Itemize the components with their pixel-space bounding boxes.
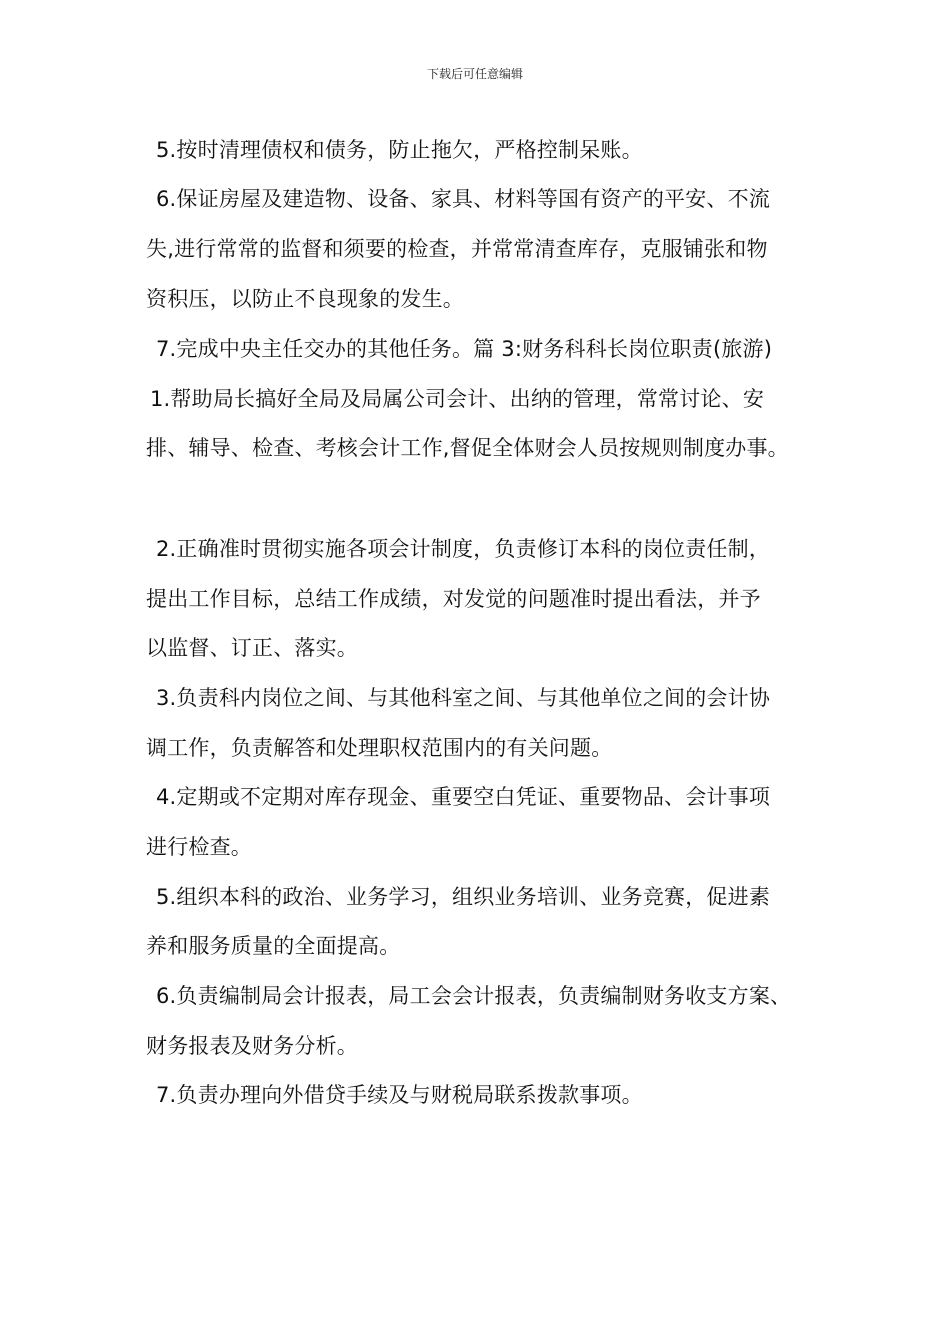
paragraph-line: 2.正确准时贯彻实施各项会计制度，负责修订本科的岗位责任制， — [156, 537, 771, 561]
paragraph-line: 4.定期或不定期对库存现金、重要空白凭证、重要物品、会计事项 — [156, 785, 771, 809]
paragraph-line: 1.帮助局长搞好全局及局属公司会计、出纳的管理，常常讨论、安 — [150, 387, 765, 411]
paragraph-line: 5.组织本科的政治、业务学习，组织业务培训、业务竞赛，促进素 — [156, 885, 771, 909]
paragraph-line: 以监督、订正、落实。 — [146, 636, 358, 660]
paragraph-line: 养和服务质量的全面提高。 — [146, 934, 401, 958]
paragraph-line: 3.负责科内岗位之间、与其他科室之间、与其他单位之间的会计协 — [156, 686, 771, 710]
paragraph-line: 7.完成中央主任交办的其他任务。篇 3:财务科科长岗位职责(旅游) — [156, 337, 773, 361]
paragraph-line: 6.负责编制局会计报表，局工会会计报表，负责编制财务收支方案、 — [156, 984, 792, 1008]
paragraph-line: 调工作，负责解答和处理职权范围内的有关问题。 — [146, 736, 613, 760]
paragraph-line: 排、辅导、检查、考核会计工作,督促全体财会人员按规则制度办事。 — [146, 436, 789, 460]
paragraph-line: 7.负责办理向外借贷手续及与财税局联系拨款事项。 — [156, 1083, 643, 1107]
paragraph-line: 6.保证房屋及建造物、设备、家具、材料等国有资产的平安、不流 — [156, 187, 771, 211]
paragraph-line: 进行检查。 — [146, 835, 252, 859]
paragraph-line: 失,进行常常的监督和须要的检查，并常常清查库存，克服铺张和物 — [146, 237, 768, 261]
paragraph-line: 资积压，以防止不良现象的发生。 — [146, 287, 464, 311]
paragraph-line: 提出工作目标，总结工作成绩，对发觉的问题准时提出看法，并予 — [146, 587, 761, 611]
page-header: 下载后可任意编辑 — [426, 67, 523, 81]
paragraph-line: 5.按时清理债权和债务，防止拖欠，严格控制呆账。 — [156, 138, 643, 162]
paragraph-line: 财务报表及财务分析。 — [146, 1034, 358, 1058]
